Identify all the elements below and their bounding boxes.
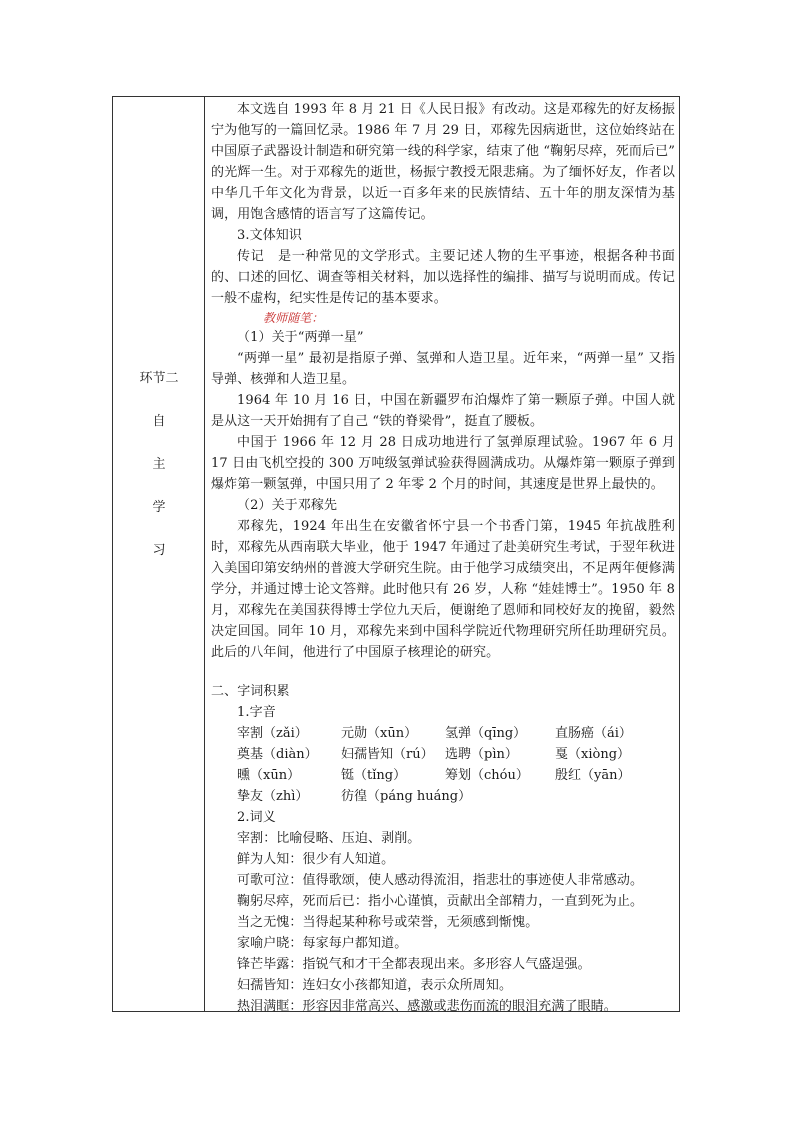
section-char: 习 [152, 543, 166, 558]
meaning-item: 宰割：比喻侵略、压迫、剥削。 [237, 831, 421, 846]
pron-item: 奠基（diàn） [237, 747, 318, 762]
pron-item: 挚友（zhì） [237, 789, 309, 804]
genre-heading: 3.文体知识 [237, 228, 303, 243]
vocab-heading: 二、字词积累 [211, 684, 290, 699]
topic1-paragraph: 中国于 1966 年 12 月 28 日成功地进行了氢弹原理试验。1967 年 6 月 17 日由飞机空投的 300 万吨级氢弹试验获得圆满成功。从爆炸第一颗原子弹到爆炸第一颗氢弹，中国只用了 2 年零 2 个月的时间，其速度是世界上最快的。 [211, 435, 675, 492]
pron-item: 直肠癌（ái） [555, 726, 632, 741]
pron-item: 铤（tǐng） [341, 768, 407, 783]
topic1-paragraph: “两弹一星” 最初是指原子弹、氢弹和人造卫星。近年来，“两弹一星” 又指导弹、核弹和人造卫星。 [211, 351, 675, 387]
pron-item: 氢弹（qīng） [445, 726, 527, 741]
meaning-item: 当之无愧：当得起某种称号或荣誉，无须感到惭愧。 [237, 915, 539, 930]
pron-item: 殷红（yān） [555, 768, 631, 783]
section-char: 自 [152, 414, 166, 429]
pronunciation-grid [211, 723, 675, 807]
pron-item: 宰割（zǎi） [237, 726, 308, 741]
pron-item: 戛（xiòng） [555, 747, 631, 762]
teacher-note-label: 教师随笔： [263, 311, 324, 325]
meaning-item: 家喻户晓：每家每户都知道。 [237, 936, 408, 951]
genre-paragraph: 传记 是一种常见的文学形式。主要记述人物的生平事迹，根据各种书面的、口述的回忆、调查等相关材料，加以选择性的编排、描写与说明而成。传记一般不虚构，纪实性是传记的基本要求。 [211, 249, 675, 306]
meaning-item: 可歌可泣：值得歌颂，使人感动得流泪，指悲壮的事迹使人非常感动。 [237, 873, 644, 888]
topic2-paragraph: 邓稼先，1924 年出生在安徽省怀宁县一个书香门第，1945 年抗战胜利时，邓稼先从西南联大毕业，他于 1947 年通过了赴美研究生考试，于翌年秋进入美国印第安纳州的普渡大学研究生院。由于他学习成绩突出，不足两年便修满学分，并通过博士论文答辩。此时他只有 26 岁，人称 “娃娃博士”。1950 年 8 月，邓稼先在美国获得博士学位九天后，便谢绝了恩师和同校好友的挽留，毅然决定回国。同年 10 月，邓稼先来到中国科学院近代物理研究所任助理研究员。此后的八年间，他进行了中国原子核理论的研究。 [211, 519, 675, 660]
pron-item: 筹划（chóu） [445, 768, 529, 783]
meaning-item: 热泪满眶：形容因非常高兴、感激或悲伤而流的眼泪充满了眼睛。 [237, 999, 617, 1014]
meaning-item: 锋芒毕露：指锐气和才干全都表现出来。多形容人气盛逞强。 [237, 957, 591, 972]
meaning-item: 鲜为人知：很少有人知道。 [237, 852, 395, 867]
topic1-heading: （1）关于“两弹一星” [237, 330, 364, 345]
pron-item: 选聘（pìn） [445, 747, 518, 762]
pron-item: 妇孺皆知（rú） [341, 747, 434, 762]
meaning-item: 鞠躬尽瘁，死而后已：指小心谨慎，贡献出全部精力，一直到死为止。 [237, 894, 644, 909]
content-column [205, 97, 681, 1014]
lesson-table [112, 96, 680, 1012]
meaning-heading: 2.词义 [237, 810, 276, 825]
section-char: 主 [152, 457, 166, 472]
section-column [113, 97, 205, 1011]
pron-item: 彷徨（páng huáng） [341, 789, 472, 804]
pron-item: 元勋（xūn） [341, 726, 418, 741]
section-char: 学 [152, 500, 166, 515]
section-label: 环节二 [139, 371, 179, 386]
pron-item: 曛（xūn） [237, 768, 301, 783]
intro-paragraph: 本文选自 1993 年 8 月 21 日《人民日报》有改动。这是邓稼先的好友杨振宁为他写的一篇回忆录。1986 年 7 月 29 日，邓稼先因病逝世，这位始终站在中国原子武器设计制造和研究第一线的科学家，结束了他 “鞠躬尽瘁，死而后已” 的光辉一生。对于邓稼先的逝世，杨振宁教授无限悲痛。为了缅怀好友，作者以中华几千年文化为背景，以近一百多年来的民族情结、五十年的朋友深情为基调，用饱含感情的语言写了这篇传记。 [211, 102, 675, 222]
topic2-heading: （2）关于邓稼先 [237, 498, 338, 513]
meaning-item: 妇孺皆知：连妇女小孩都知道，表示众所周知。 [237, 978, 513, 993]
pron-heading: 1.字音 [237, 705, 276, 720]
topic1-paragraph: 1964 年 10 月 16 日，中国在新疆罗布泊爆炸了第一颗原子弹。中国人就是从这一天开始拥有了自己 “铁的脊梁骨”，挺直了腰板。 [211, 393, 675, 429]
